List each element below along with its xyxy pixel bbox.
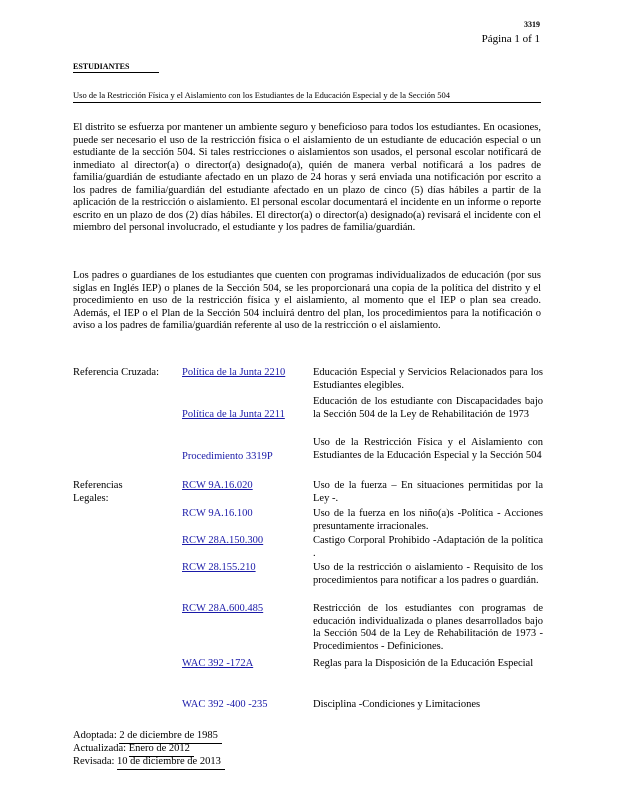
cross-ref-link-2210[interactable]: Política de la Junta 2210	[182, 367, 286, 378]
legal-ref-link-28a600485[interactable]: RCW 28A.600.485	[182, 603, 264, 614]
legal-ref-desc-wac392400235: Disciplina -Condiciones y Limitaciones	[313, 699, 481, 710]
cross-ref-link-2211[interactable]: Política de la Junta 2211	[182, 409, 285, 420]
cross-ref-desc-2211: Educación de los estudiante con Discapacidades bajo la Sección 504 de la Ley de Rehabilitación de 1973	[313, 396, 543, 420]
revised-line	[73, 756, 225, 770]
legal-ref-desc-wac392172a: Reglas para la Disposición de la Educación Especial	[313, 658, 534, 669]
legal-ref-9a16100: RCW 9A.16.100	[182, 508, 253, 519]
cross-reference-label: Referencia Cruzada:	[73, 367, 159, 378]
legal-ref-desc-28a600485: Restricción de los estudiantes con programas de educación individualizada o planes desarrollados bajo la Sección 504 de la Ley de Rehabilitación de 1973 -Procedimientos - Definiciones.	[313, 603, 543, 652]
legal-ref-desc-28155210: Uso de la restricción o aislamiento - Requisito de los procedimientos para notificar a los padres o guardián.	[313, 562, 543, 586]
legal-ref-desc-28a150300: Castigo Corporal Prohibido -Adaptación de la política .	[313, 535, 543, 559]
legal-references-label: Referencias Legales:	[73, 480, 123, 504]
revised-label: Revisada:	[73, 756, 115, 767]
updated-date: Enero de 2012	[129, 743, 194, 757]
cross-ref-desc-procedure: Uso de la Restricción Física y el Aislamiento con Estudiantes de la Educación Especial y la Sección 504	[313, 437, 543, 461]
legal-ref-link-28a150300[interactable]: RCW 28A.150.300	[182, 535, 264, 546]
legal-ref-desc-9a16020: Uso de la fuerza – En situaciones permitidas por la Ley -.	[313, 480, 543, 504]
legal-ref-link-wac392172a[interactable]: WAC 392 -172A	[182, 658, 254, 669]
policy-title: Uso de la Restricción Física y el Aislamiento con los Estudiantes de la Educación Especial y de la Sección 504	[73, 89, 541, 103]
legal-ref-link-28155210[interactable]: RCW 28.155.210	[182, 562, 256, 573]
policy-number: 3319	[524, 20, 540, 29]
updated-line	[73, 743, 194, 757]
adopted-line	[73, 730, 222, 744]
legal-ref-wac392400235: WAC 392 -400 -235	[182, 699, 268, 710]
adopted-label: Adoptada:	[73, 730, 117, 741]
section-heading: ESTUDIANTES	[73, 62, 159, 73]
cross-ref-desc-2210: Educación Especial y Servicios Relacionados para los Estudiantes elegibles.	[313, 367, 543, 391]
legal-ref-link-9a16020[interactable]: RCW 9A.16.020	[182, 480, 253, 491]
page-number: Página 1 of 1	[481, 33, 540, 45]
updated-label: Actualizada:	[73, 743, 127, 754]
body-paragraph-2: Los padres o guardianes de los estudiantes que cuenten con programas individualizados de educación (por sus siglas en Inglés IEP) o planes de la Sección 504, se les proporcionará una copia de la política del distrito y el procedimiento en uso de la restricción física y el aislamiento, al momento que el IEP o plan sea creado. Además, el IEP o el Plan de la Sección 504 incluirá dentro del plan, los procedimientos para la notificación o aviso a los padres de familia/guardián referente al uso de la restricción o el aislamiento.	[73, 270, 541, 331]
legal-ref-desc-9a16100: Uso de la fuerza en los niño(a)s -Política - Acciones presuntamente irracionales.	[313, 508, 543, 532]
body-paragraph-1: El distrito se esfuerza por mantener un ambiente seguro y beneficioso para todos los estudiantes. En ocasiones, puede ser necesario el uso de la restricción física o el aislamiento de un estudiante de educación especial o un estudiante de la sección 504. Si tales restricciones o aislamientos son usados, el personal escolar notificará de inmediato al director(a) o director(a) designado(a), quién de manera verbal notificará a los padres de familia/guardián de estudiante afectado en un plazo de 24 horas y será enviada una notificación por escrito a los padres de familia/guardián del estudiante afectado en un plazo de cinco (5) días hábiles a partir de la aplicación de la restricción o aislamiento. El personal escolar documentará el incidente en un informe o reporte escrito en un plazo de dos (2) días hábiles. El director(a) o director(a) designado(a) revisará el incidente con el miembro del personal involucrado, el estudiante y los padres de familia/guardián.	[73, 122, 541, 233]
cross-ref-procedure: Procedimiento 3319P	[182, 451, 273, 462]
revised-date: 10 de diciembre de 2013	[117, 756, 225, 770]
adopted-date: 2 de diciembre de 1985	[119, 730, 222, 744]
